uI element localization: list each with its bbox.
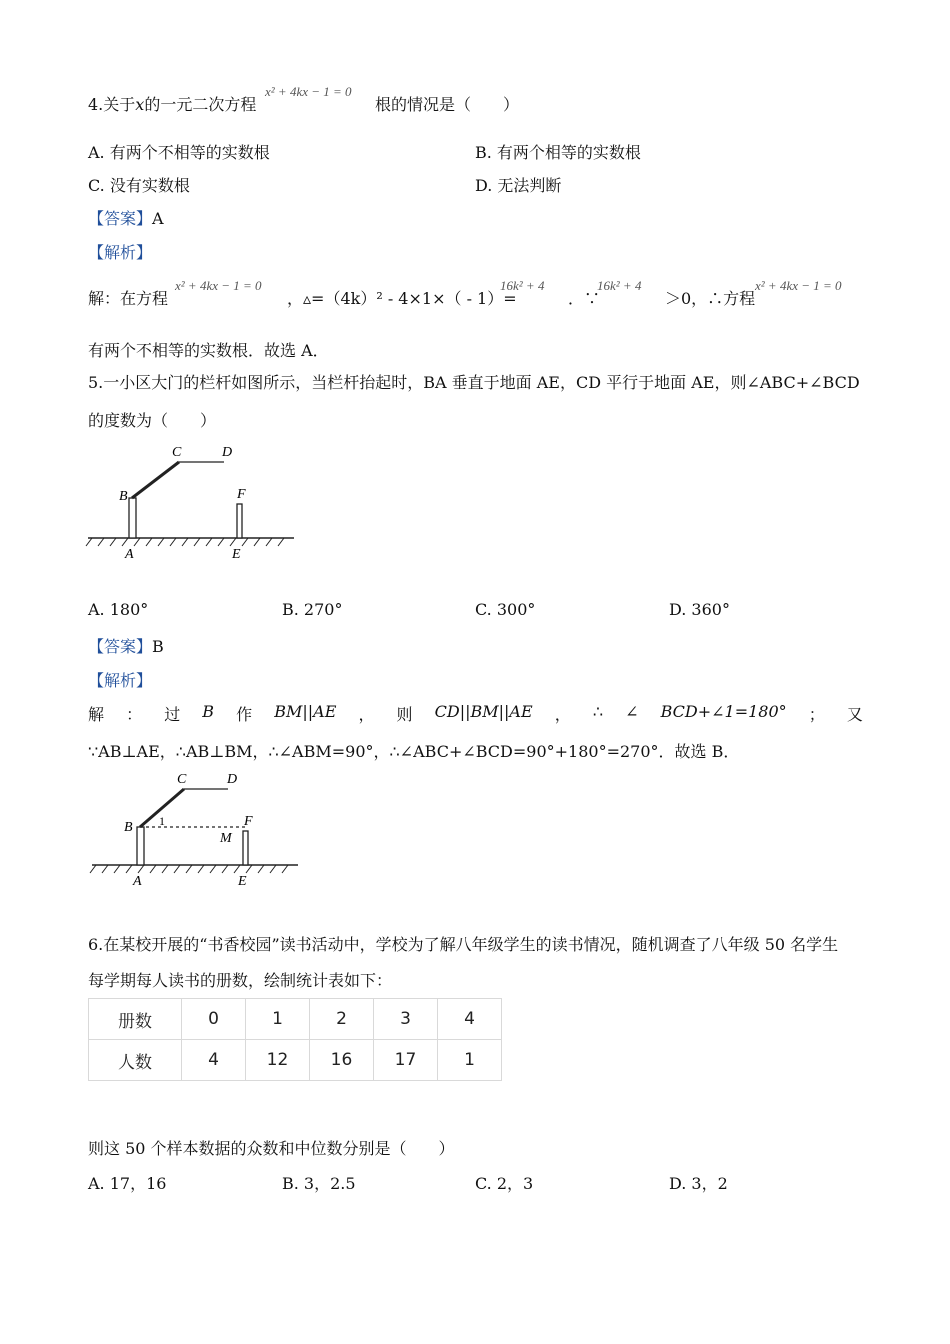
q4-analysis-label: 【解析】 — [88, 243, 153, 262]
q4-analysis-equation-2: x² + 4kx − 1 = 0 — [755, 278, 842, 293]
q4-analysis-equation: x² + 4kx − 1 = 0 — [175, 278, 262, 293]
q4-option-c: C. 没有实数根 — [88, 176, 190, 195]
table-cell: 17 — [374, 1040, 438, 1081]
table-cell: 1 — [246, 999, 310, 1040]
label-a: A — [133, 874, 142, 889]
q4-analysis-text-2: ，▵=（4k）² - 4×1×（ - 1）= — [287, 289, 517, 308]
label-b: B — [119, 489, 128, 504]
q4-analysis-text-5: 有两个不相等的实数根．故选 A． — [88, 341, 329, 360]
table-cell: 1 — [438, 1040, 502, 1081]
q5-stem-line-2: 的度数为（ ） — [88, 411, 217, 430]
label-d: D — [222, 445, 233, 460]
q4-analysis-expression: 16k² + 4 — [500, 278, 545, 293]
label-c: C — [172, 445, 182, 460]
label-e: E — [238, 874, 247, 889]
table-row — [89, 1040, 502, 1081]
q5-option-b: B. 270° — [282, 600, 343, 619]
q5-option-c: C. 300° — [475, 600, 536, 619]
q4-stem: 4.关于x的一元二次方程 — [88, 95, 257, 114]
table-cell: 16 — [310, 1040, 374, 1081]
q4-equation: x² + 4kx − 1 = 0 — [265, 84, 352, 99]
label-m: M — [220, 831, 232, 846]
q6-option-d: D. 3，2 — [669, 1174, 728, 1193]
q6-stem-line-2: 每学期每人读书的册数，绘制统计表如下： — [88, 971, 393, 990]
table-cell: 3 — [374, 999, 438, 1040]
q4-option-a: A. 有两个不相等的实数根 — [88, 143, 270, 162]
q4-option-d: D. 无法判断 — [475, 176, 562, 195]
table-header-cell: 册数 — [89, 999, 182, 1040]
q4-stem-suffix: 根的情况是（ ） — [375, 95, 520, 114]
table-cell: 4 — [182, 1040, 246, 1081]
label-e: E — [232, 547, 241, 562]
q6-question: 则这 50 个样本数据的众数和中位数分别是（ ） — [88, 1139, 455, 1158]
q5-figure-solution — [88, 765, 308, 893]
table-cell: 0 — [182, 999, 246, 1040]
q6-stem-line-1: 6.在某校开展的“书香校园”读书活动中，学校为了解八年级学生的读书情况，随机调查了八年级 50 名学生 — [88, 935, 839, 954]
label-b: B — [124, 820, 133, 835]
q4-option-b: B. 有两个相等的实数根 — [475, 143, 641, 162]
table-cell: 4 — [438, 999, 502, 1040]
q4-analysis-expression-2: 16k² + 4 — [597, 278, 642, 293]
q5-option-d: D. 360° — [669, 600, 730, 619]
q5-stem-line-1: 5.一小区大门的栏杆如图所示，当栏杆抬起时，BA 垂直于地面 AE，CD 平行于地面 AE，则∠ABC+∠BCD — [88, 373, 860, 392]
q6-option-b: B. 3，2.5 — [282, 1174, 356, 1193]
q5-figure-gate — [84, 438, 304, 566]
table-cell: 2 — [310, 999, 374, 1040]
table-row — [89, 999, 502, 1040]
q5-analysis-label: 【解析】 — [88, 671, 153, 690]
q6-option-c: C. 2，3 — [475, 1174, 534, 1193]
label-d: D — [227, 772, 238, 787]
q4-analysis-text-1: 解：在方程 — [88, 289, 169, 308]
q6-option-a: A. 17，16 — [88, 1174, 167, 1193]
q4-answer: 【答案】A — [88, 209, 164, 228]
q4-analysis-text-3: ．∵ — [568, 289, 601, 308]
label-f: F — [244, 814, 253, 829]
label-angle-1: 1 — [159, 814, 165, 828]
table-cell: 12 — [246, 1040, 310, 1081]
q4-analysis-text-4: ＞0，∴方程 — [665, 289, 756, 308]
q5-analysis-line-1: 解 ： 过 B 作 BM||AE ， 则 CD||BM||AE ， ∴ ∠ BCD+∠1=180° ； 又 — [88, 702, 863, 724]
table-header-cell: 人数 — [89, 1040, 182, 1081]
label-a: A — [125, 547, 134, 562]
q5-analysis-line-2: ∵AB⊥AE，∴AB⊥BM，∴∠ABM=90°，∴∠ABC+∠BCD=90°+180°=270°．故选 B． — [88, 742, 740, 761]
q6-statistics-table — [88, 998, 502, 1081]
label-f: F — [237, 487, 246, 502]
q5-answer: 【答案】B — [88, 637, 164, 656]
label-c: C — [177, 772, 187, 787]
q5-option-a: A. 180° — [88, 600, 149, 619]
